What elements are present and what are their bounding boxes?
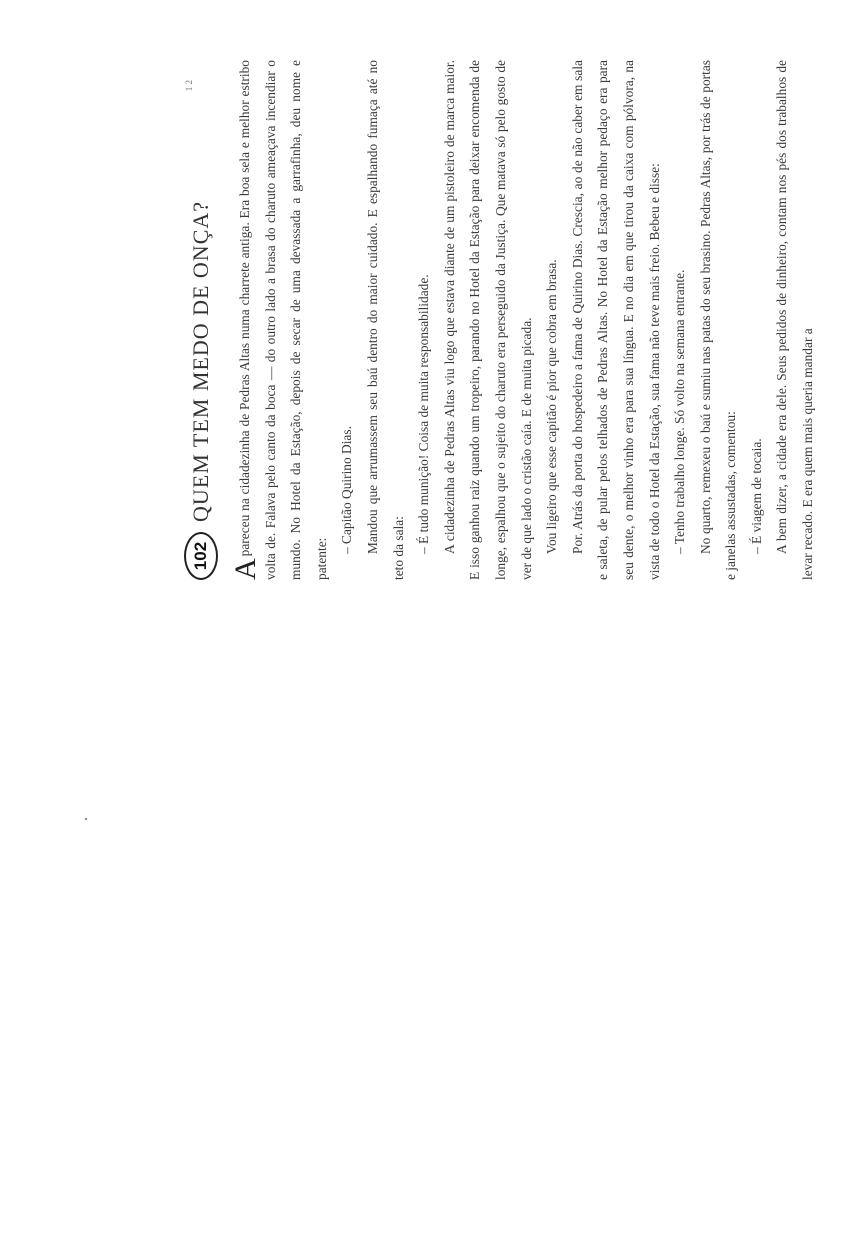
paragraph: – É tudo munição! Coisa de muita responsabilidade. [416,274,432,554]
book-page [180,60,820,580]
chapter-title: QUEM TEM MEDO DE ONÇA? [188,200,213,522]
paragraph: Vou ligeiro que esse capitão é pior que cobra em brasa. [544,259,560,554]
paragraph: Mandou que arrumassem seu baú dentro do maior cuidado. E espalhando fumaça até no teto da sala: [364,60,406,580]
paragraph: A bem dizer, a cidade era dele. Seus pedidos de dinheiro, contam nos pés dos trabalhos de levar recado. E era quem mais queria mandar a [774,60,816,580]
paragraph: – É viagem de tocaia. [748,438,764,554]
paragraph [229,60,334,580]
chapter-header [180,60,222,580]
paragraph-text: pareceu na cidadezinha de Pedras Altas numa charrete antiga. Era boa sela e melhor estribo volta de. Falava pelo canto da boca — do outro lado a brasa do charuto ameaçava incendiar o mundo. No Hotel da Estação, depois de secar de uma devassada a garrafinha, deu nome e patente: [237,60,329,580]
paragraph: Por. Atrás da porta do hospedeiro a fama de Quirino Dias. Crescia, ao de não caber em sala e saleta, de pular pelos telhados de Pedras Altas. No Hotel da Estação melhor pedaço era para seu dente, o melhor vinho era para sua língua. E no dia em que tirou da caixa com pólvora, na vista de todo o Hotel da Estação, sua fama não teve mais freio. Bebeu e disse: [569,60,662,580]
chapter-number-badge: 102 [184,532,218,580]
paragraph: – Tenho trabalho longe. Só volto na semana entrante. [672,269,688,554]
paragraph: No quarto, remexeu o baú e sumiu nas patas do seu brasino. Pedras Altas, por trás de portas e janelas assustadas, comentou: [697,60,739,580]
paragraph: A cidadezinha de Pedras Altas viu logo que estava diante de um pistoleiro de marca maior. E isso ganhou raiz quando um tropeiro, parando no Hotel da Estação para deixar encomenda de longe, espalhou que o sujeito do charuto era perseguido da Justiça. Que matava só pelo gosto de ver de que lado o cristão caía. E de muita picada. [441,60,534,580]
scan-speck [85,818,87,820]
page-number: 1 2 [184,80,194,92]
chapter-body [229,60,821,580]
paragraph: – Capitão Quirino Dias. [339,426,355,554]
drop-cap: A [229,558,262,580]
